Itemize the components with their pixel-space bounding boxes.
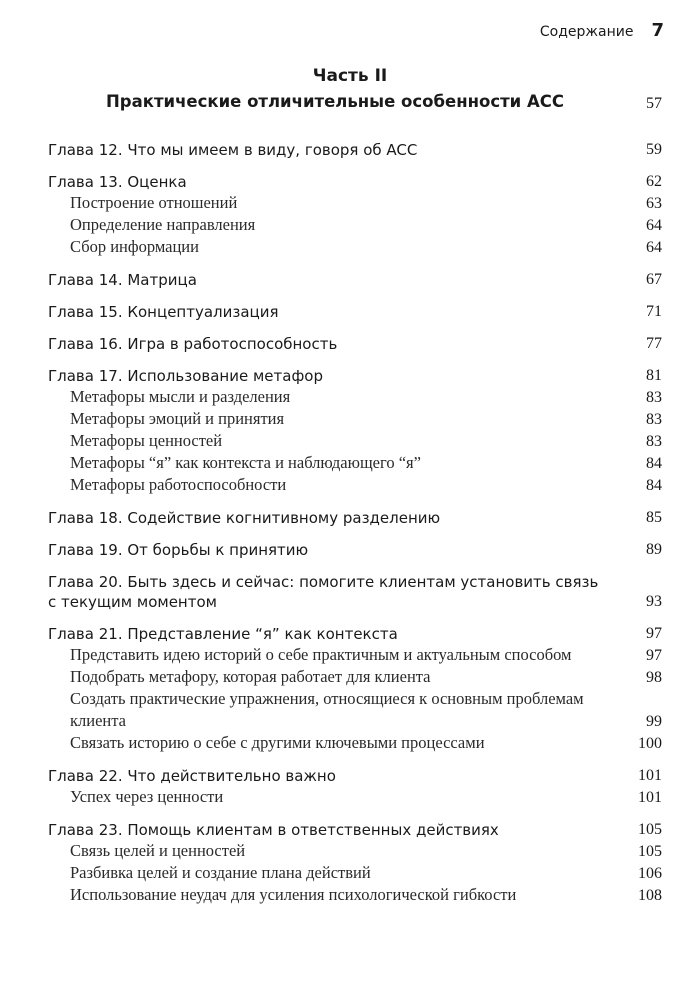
chapter-page: 62: [646, 173, 662, 190]
toc-section: [48, 408, 662, 430]
toc-section: [48, 452, 662, 474]
section-title: Представить идею историй о себе практичным и актуальным способом: [70, 645, 572, 664]
chapter-title: Глава 14. Матрица: [48, 271, 197, 289]
chapter-page: 77: [646, 335, 662, 352]
section-title: Метафоры эмоций и принятия: [70, 409, 285, 428]
chapter-title: Глава 12. Что мы имеем в виду, говоря об ACC: [48, 141, 418, 159]
toc-section: [48, 430, 662, 452]
toc-chapter: [48, 270, 662, 290]
section-title: Метафоры работоспособности: [70, 475, 287, 494]
toc-chapter: [48, 302, 662, 322]
chapter-page: 85: [646, 509, 662, 526]
toc-chapter: [48, 624, 662, 644]
section-page: 108: [638, 887, 662, 904]
chapter-title: Глава 23. Помощь клиентам в ответственных действиях: [48, 821, 499, 839]
section-page: 64: [646, 239, 662, 256]
chapter-title: Глава 17. Использование метафор: [48, 367, 323, 385]
chapter-title: Глава 22. Что действительно важно: [48, 767, 336, 785]
running-head-section: Содержание: [539, 24, 634, 40]
section-title: Сбор информации: [70, 237, 199, 256]
toc-section: [48, 732, 662, 754]
toc-section: [48, 786, 662, 808]
chapter-title: Глава 19. От борьбы к принятию: [48, 541, 309, 559]
part-heading: [48, 92, 662, 111]
chapter-page: 71: [646, 303, 662, 320]
section-title: Использование неудач для усиления психологической гибкости: [70, 885, 517, 904]
toc-chapter: [48, 140, 662, 160]
section-page: 63: [646, 195, 662, 212]
section-title: Определение направления: [70, 215, 256, 234]
section-page: 83: [646, 433, 662, 450]
chapter-page: 101: [638, 767, 662, 784]
section-page: 64: [646, 217, 662, 234]
toc-section: [48, 644, 662, 666]
chapter-title: Глава 16. Игра в работоспособность: [48, 335, 338, 353]
toc-chapter: [48, 820, 662, 840]
page-number: 7: [651, 20, 664, 41]
part-title: Часть II: [312, 66, 388, 86]
toc-chapter: [48, 172, 662, 192]
section-page: 84: [646, 455, 662, 472]
chapter-page: 89: [646, 541, 662, 558]
chapter-page: 93: [646, 593, 662, 610]
toc-chapter: [48, 508, 662, 528]
section-page: 106: [638, 865, 662, 882]
toc-chapter: [48, 366, 662, 386]
toc-section: [48, 214, 662, 236]
part-page: 57: [646, 95, 662, 112]
section-title: Подобрать метафору, которая работает для клиента: [70, 667, 431, 686]
table-of-contents: [48, 128, 662, 906]
toc-chapter: [48, 334, 662, 354]
toc-chapter: [48, 572, 662, 612]
section-page: 84: [646, 477, 662, 494]
section-page: 101: [638, 789, 662, 806]
section-title: Метафоры мысли и разделения: [70, 387, 291, 406]
toc-section: [48, 386, 662, 408]
toc-section: [48, 862, 662, 884]
section-page: 105: [638, 843, 662, 860]
part-subtitle: Практические отличительные особенности ACC: [106, 92, 564, 111]
chapter-title: Глава 21. Представление “я” как контекста: [48, 625, 398, 643]
toc-section: [48, 474, 662, 496]
toc-section: [48, 688, 662, 732]
section-title: Метафоры “я” как контекста и наблюдающего “я”: [70, 453, 421, 472]
section-title: Построение отношений: [70, 193, 238, 212]
toc-section: [48, 192, 662, 214]
chapter-title: Глава 18. Содействие когнитивному разделению: [48, 509, 441, 527]
toc-section: [48, 884, 662, 906]
chapter-page: 105: [638, 821, 662, 838]
chapter-page: 59: [646, 141, 662, 158]
chapter-title: Глава 15. Концептуализация: [48, 303, 279, 321]
section-page: 83: [646, 389, 662, 406]
section-page: 100: [638, 735, 662, 752]
toc-chapter: [48, 540, 662, 560]
toc-section: [48, 666, 662, 688]
chapter-page: 97: [646, 625, 662, 642]
chapter-title: Глава 20. Быть здесь и сейчас: помогите клиентам установить связь с текущим моментом: [48, 573, 599, 611]
section-page: 97: [646, 647, 662, 664]
toc-section: [48, 236, 662, 258]
section-title: Успех через ценности: [70, 787, 224, 806]
chapter-page: 67: [646, 271, 662, 288]
toc-chapter: [48, 766, 662, 786]
section-title: Создать практические упражнения, относящиеся к основным проблемам клиента: [70, 689, 584, 730]
section-title: Метафоры ценностей: [70, 431, 223, 450]
running-head: [0, 20, 664, 41]
section-page: 98: [646, 669, 662, 686]
section-page: 83: [646, 411, 662, 428]
chapter-page: 81: [646, 367, 662, 384]
section-title: Связать историю о себе с другими ключевыми процессами: [70, 733, 485, 752]
section-title: Связь целей и ценностей: [70, 841, 246, 860]
section-title: Разбивка целей и создание плана действий: [70, 863, 371, 882]
toc-section: [48, 840, 662, 862]
chapter-title: Глава 13. Оценка: [48, 173, 187, 191]
section-page: 99: [646, 713, 662, 730]
